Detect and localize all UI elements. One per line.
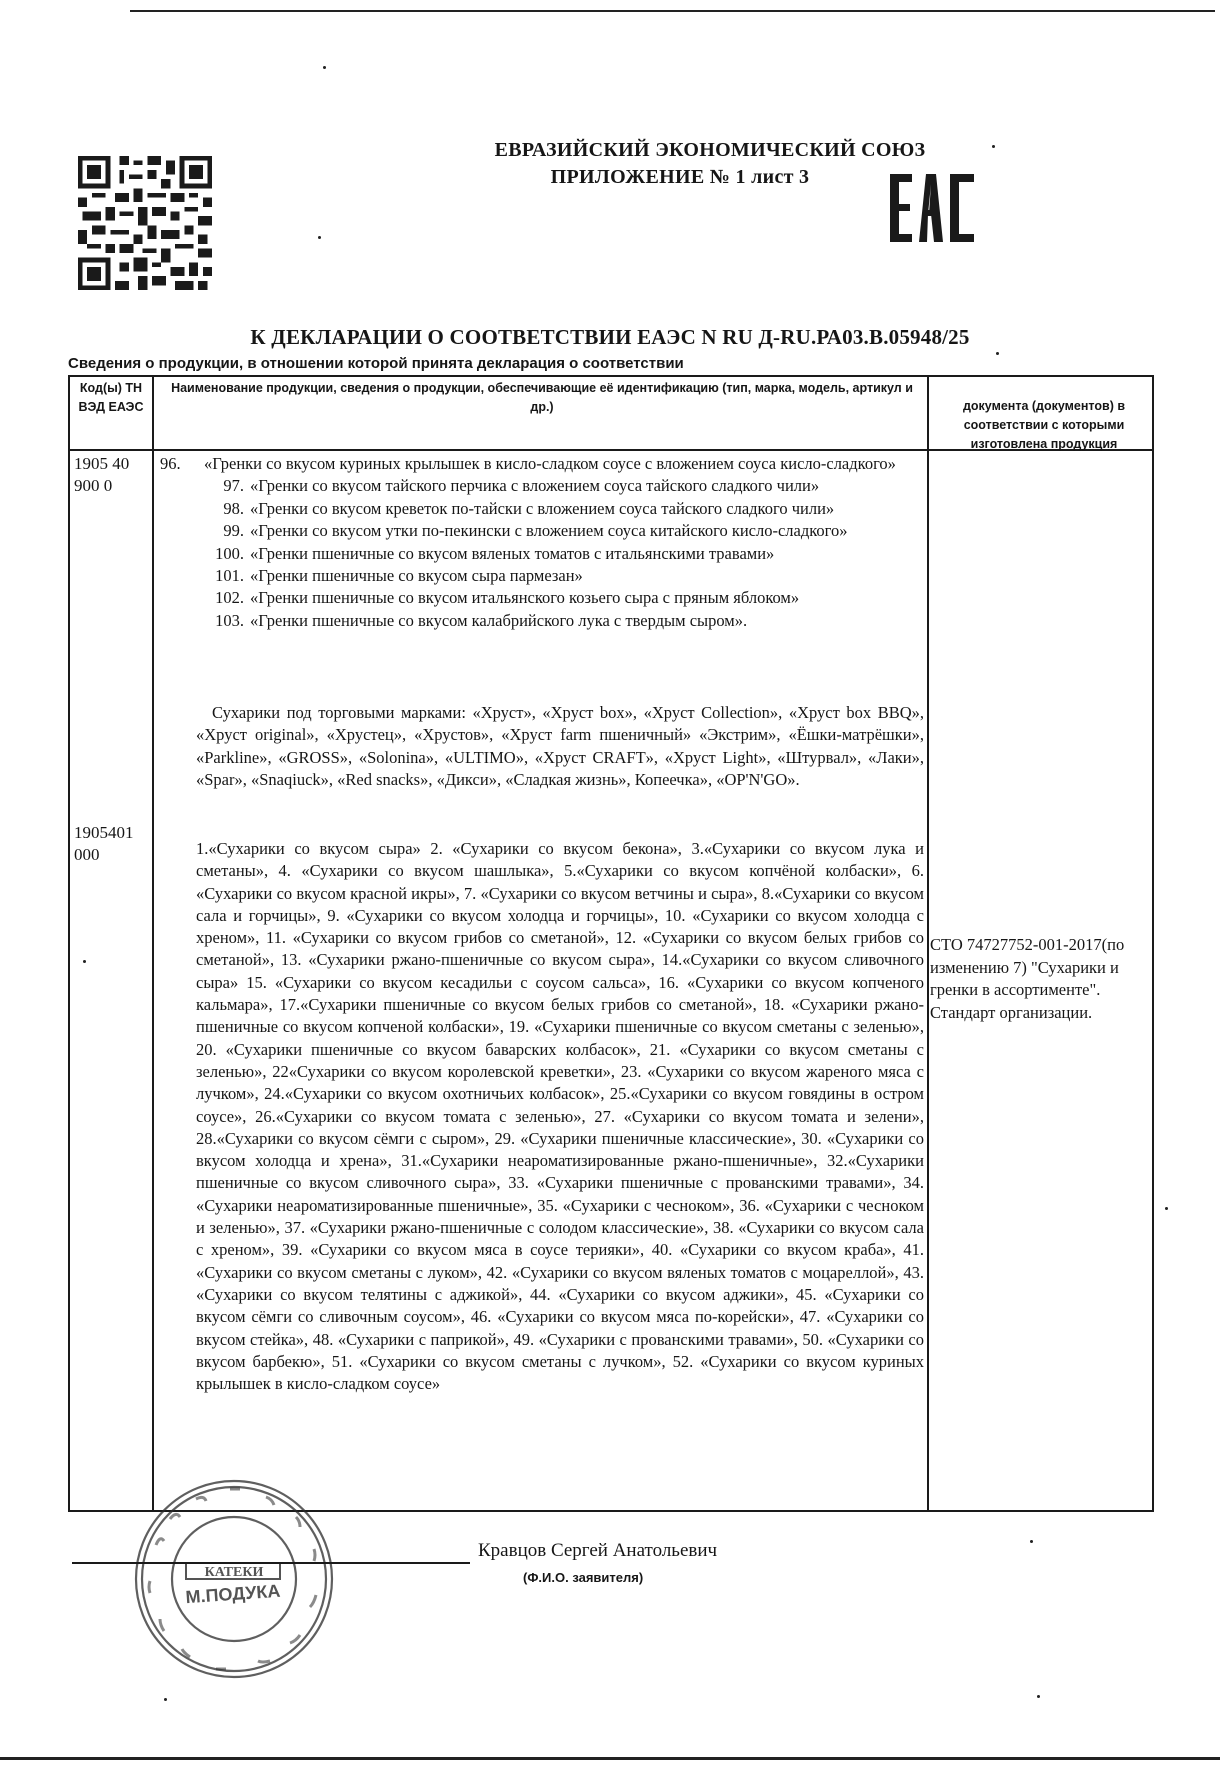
product-table	[68, 375, 1154, 1512]
scan-speck	[1037, 1695, 1040, 1698]
tnved-code: 1905 40 900 0	[74, 454, 130, 495]
scan-speck	[83, 960, 86, 963]
list-item: 100. «Гренки пшеничные со вкусом вяленых томатов с итальянскими травами»	[215, 543, 775, 563]
eac-mark-icon	[888, 170, 976, 246]
list-item: 103. «Гренки пшеничные со вкусом калабрийского лука с твердым сыром».	[215, 610, 748, 630]
signer-caption: (Ф.И.О. заявителя)	[523, 1570, 644, 1585]
list-item: 99. «Гренки со вкусом утки по-пекински с вложением соуса китайского кисло-сладкого»	[223, 521, 848, 541]
scan-speck	[1165, 1207, 1168, 1210]
scan-speck	[996, 352, 999, 355]
declaration-title: К ДЕКЛАРАЦИИ О СООТВЕТСТВИИ ЕАЭС N RU Д-RU.РА03.В.05948/25	[250, 325, 970, 349]
signature-line	[72, 1562, 470, 1564]
union-title: ЕВРАЗИЙСКИЙ ЭКОНОМИЧЕСКИЙ СОЮЗ	[494, 139, 926, 161]
scan-speck	[164, 1698, 167, 1701]
scan-speck	[1030, 1540, 1033, 1543]
top-border-line	[130, 10, 1215, 12]
scan-speck	[318, 236, 321, 239]
list-item: 102. «Гренки пшеничные со вкусом итальянского козьего сыра с пряным яблоком»	[215, 588, 800, 608]
product-items-list	[160, 453, 930, 632]
rusks-product-list: 1.«Сухарики со вкусом сыра» 2. «Сухарики со вкусом бекона», 3.«Сухарики со вкусом лука и сметаны», 4. «Сухарики со вкусом шашлыка», 5.«Сухарики со вкусом копчёной колбаски», 6. «Сухарики со вкусом красной икры», 7. «Сухарики со вкусом ветчины и сыра», 8.«Сухарики со вкусом сала и горчицы», 9. «Сухарики со вкусом холодца и горчицы», 10. «Сухарики со вкусом холодца с хреном», 11. «Сухарики со вкусом грибов со сметаной», 12. «Сухарики со вкусом белых грибов со сметаной», 13. «Сухарики ржано-пшеничные со вкусом сыра», 14.«Сухарики со вкусом сливочного сыра» 15. «Сухарики со вкусом кесадильи с соусом сальса», 16. «Сухарики со вкусом копченого кальмара», 17.«Сухарики пшеничные со вкусом белых грибов со сметаной», 18. «Сухарики ржано-пшеничные со вкусом копченой колбаски», 19. «Сухарики пшеничные со вкусом сметаны с зеленью», 20. «Сухарики пшеничные со вкусом баварских колбасок», 21. «Сухарики со вкусом сметаны с зеленью», 22«Сухарики со вкусом королевской креветки», 23. «Сухарики со вкусом жареного мяса с лучком», 24.«Сухарики со вкусом охотничьих колбасок», 25.«Сухарики со вкусом говядины в остром соусе», 26.«Сухарики со вкусом томата с зеленью», 27. «Сухарики со вкусом томата и зелени», 28.«Сухарики со вкусом сёмги с сыром», 29. «Сухарики пшеничные классические», 30. «Сухарики со вкусом холодца и хрена», 31.«Сухарики неароматизированные ржано-пшеничные», 32.«Сухарики пшеничные со вкусом сливочного сыра», 33. «Сухарики пшеничные с прованскими травами», 34. «Сухарики неароматизированные пшеничные», 35. «Сухарики с чесноком», 36. «Сухарики с чесноком и зеленью», 37. «Сухарики ржано-пшеничные с солодом классические», 38. «Сухарики со вкусом сала с хреном», 39. «Сухарики со вкусом мяса в соусе терияки», 40. «Сухарики со вкусом краба», 41. «Сухарики со вкусом сметаны с луком», 42. «Сухарики со вкусом вяленых томатов с моцареллой», 43. «Сухарики со вкусом телятины с аджикой», 44. «Сухарики со вкусом аджики», 45. «Сухарики со вкусом сёмги со сливочным соусом», 46. «Сухарики со вкусом мяса по-корейски», 47. «Сухарики со вкусом стейка», 48. «Сухарики с паприкой», 49. «Сухарики с прованскими травами», 50. «Сухарики со вкусом барбекю», 51. «Сухарики со вкусом сметаны с лучком», 52. «Сухарики со вкусом куриных крылышек в кисло-сладком соусе»	[196, 839, 924, 1394]
scan-speck	[992, 145, 995, 148]
bottom-border-line	[0, 1757, 1220, 1760]
header-documents: документа (документов) в соответствии с которыми изготовлена продукция	[962, 399, 1126, 451]
appendix-title: ПРИЛОЖЕНИЕ № 1 лист 3	[550, 166, 810, 188]
list-item: 98. «Гренки со вкусом креветок по-тайски с вложением соуса тайского сладкого чили»	[223, 498, 835, 518]
list-item: 97. «Гренки со вкусом тайского перчика с вложением соуса тайского сладкого чили»	[223, 476, 820, 496]
round-stamp-icon	[130, 1475, 338, 1683]
list-item: 96. «Гренки со вкусом куриных крылышек в кисло-сладком соусе с вложением соуса кисло-сладкого»	[160, 454, 896, 473]
trademarks-paragraph: Сухарики под торговыми марками: «Хруст», «Хруст box», «Хруст Collection», «Хруст box BBQ», «Хруст original», «Хрустец», «Хрустов», «Хруст farm пшеничный» «Экстрим», «Ёшки-матрёшки», «Parkline», «GROSS», «Solonina», «ULTIMO», «Хруст CRAFT», «Хруст Light», «Штурвал», «Лаки», «Spar», «Snaqiuck», «Red snacks», «Дикси», «Сладкая жизнь», Копеечка», «OP'N'GO».	[196, 703, 924, 790]
signer-name: Кравцов Сергей Анатольевич	[478, 1540, 718, 1561]
scan-speck	[323, 66, 326, 69]
column-divider	[152, 377, 154, 1510]
header-name: Наименование продукции, сведения о продукции, обеспечивающие её идентификацию (тип, марка, модель, артикул и др.)	[171, 381, 913, 414]
standard-document: СТО 74727752-001-2017(по изменению 7) "Сухарики и гренки в ассортименте". Стандарт организации.	[930, 935, 1125, 1022]
list-item: 101. «Гренки пшеничные со вкусом сыра пармезан»	[215, 566, 583, 586]
svg-text:КАТЕКИ: КАТЕКИ	[204, 1565, 264, 1580]
table-caption: Сведения о продукции, в отношении которой принята декларация о соответствии	[68, 355, 684, 372]
stamp-text: М.ПОДУКА	[184, 1580, 282, 1608]
header-code: Код(ы) ТН ВЭД ЕАЭС	[78, 381, 144, 414]
tnved-code: 1905401 000	[74, 823, 134, 864]
